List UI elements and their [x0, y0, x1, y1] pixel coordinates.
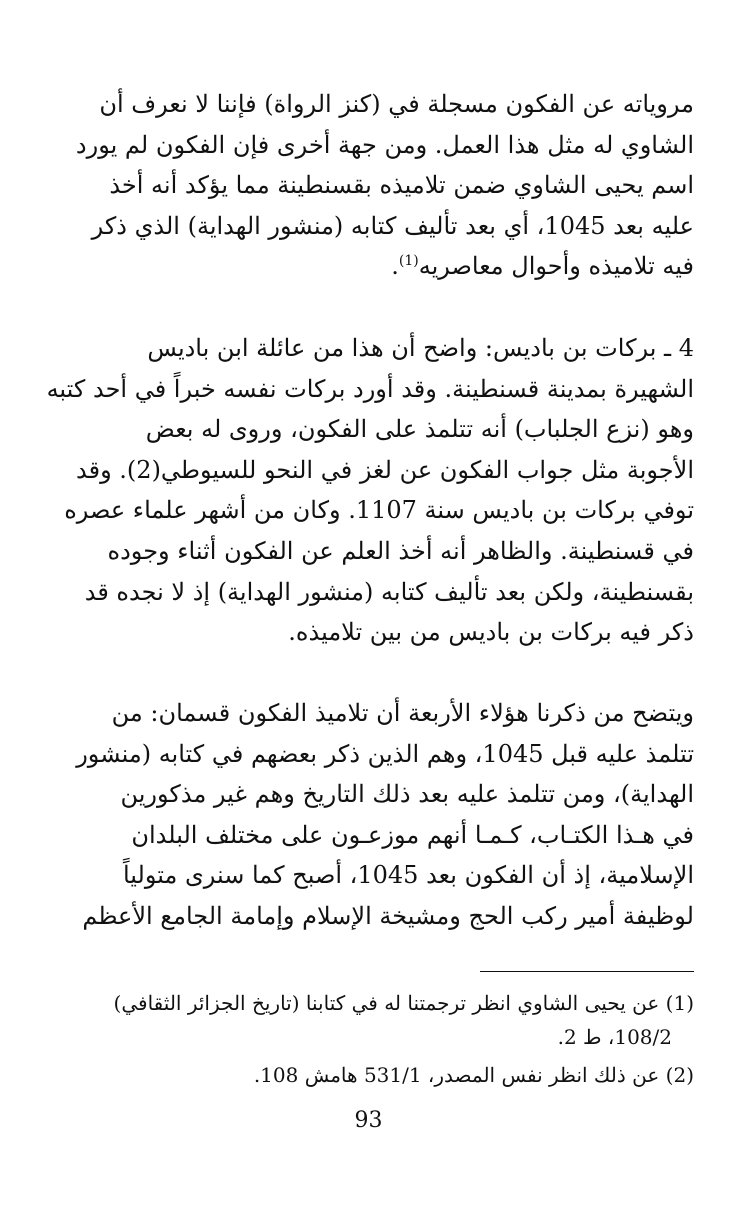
text-line: عليه بعد 1045، أي بعد تأليف كتابه (منشور الهداية) الذي ذكر — [91, 211, 694, 240]
text-line: ذكر فيه بركات بن باديس من بين تلاميذه. — [288, 618, 694, 647]
text-line: لوظيفة أمير ركب الحج ومشيخة الإسلام وإمامة الجامع الأعظم — [82, 901, 694, 930]
text-line: مروياته عن الفكون مسجلة في (كنز الرواة) فإننا لا نعرف أن — [99, 90, 694, 118]
sentence-end: . — [391, 252, 399, 281]
text-line: فيه تلاميذه وأحوال معاصريه — [418, 252, 694, 281]
text-line: في هـذا الكتـاب، كـمـا أنهم موزعـون على مختلف البلدان — [131, 820, 694, 849]
text-line: الهداية)، ومن تتلمذ عليه بعد ذلك التاريخ وهم غير مذكورين — [120, 780, 694, 809]
page-number: 93 — [354, 1108, 383, 1133]
paragraph-1 — [75, 84, 694, 287]
footnote-1 — [106, 986, 694, 1054]
text-line: اسم يحيى الشاوي ضمن تلاميذه بقسنطينة مما يؤكد أنه أخذ — [109, 171, 694, 200]
footnote-ref-1: (1) — [398, 253, 419, 270]
footnote-divider — [480, 971, 694, 972]
text-line-last — [106, 246, 694, 287]
text-line: 4 ـ بركات بن باديس: واضح أن هذا من عائلة ابن باديس — [147, 334, 694, 362]
text-line: بقسنطينة، ولكن بعد تأليف كتابه (منشور الهداية) إذ لا نجده قد — [84, 577, 694, 606]
text-line: في قسنطينة. والظاهر أنه أخذ العلم عن الفكون أثناء وجوده — [107, 536, 694, 565]
footnote-2 — [106, 1058, 694, 1092]
text-line: تتلمذ عليه قبل 1045، وهم الذين ذكر بعضهم في كتابه (منشور — [76, 739, 694, 768]
paragraph-3 — [76, 693, 694, 937]
text-line: الأجوبة مثل جواب الفكون عن لغز في النحو للسيوطي(2). وقد — [76, 455, 694, 484]
footnote-line: (1) عن يحيى الشاوي انظر ترجمتنا له في كتابنا (تاريخ الجزائر الثقافي) — [113, 991, 694, 1015]
text-line: وهو (نزع الجلباب) أنه تتلمذ على الفكون، وروى له بعض — [145, 415, 694, 444]
text-line: ويتضح من ذكرنا هؤلاء الأربعة أن تلاميذ الفكون قسمان: من — [111, 699, 694, 727]
text-line: توفي بركات بن باديس سنة 1107. وكان من أشهر علماء عصره — [64, 496, 694, 525]
text-line: الإسلامية، إذ أن الفكون بعد 1045، أصبح كما سنرى متولياً — [122, 861, 694, 890]
footnote-line: 108/2، ط 2. — [557, 1025, 672, 1049]
footnote-line: (2) عن ذلك انظر نفس المصدر، 531/1 هامش 108. — [253, 1063, 694, 1087]
footnotes — [106, 986, 694, 1096]
text-line: الشهيرة بمدينة قسنطينة. وقد أورد بركات نفسه خبراً في أحد كتبه — [46, 374, 694, 403]
text-line: الشاوي له مثل هذا العمل. ومن جهة أخرى فإن الفكون لم يورد — [75, 130, 694, 159]
paragraph-2 — [46, 328, 694, 653]
